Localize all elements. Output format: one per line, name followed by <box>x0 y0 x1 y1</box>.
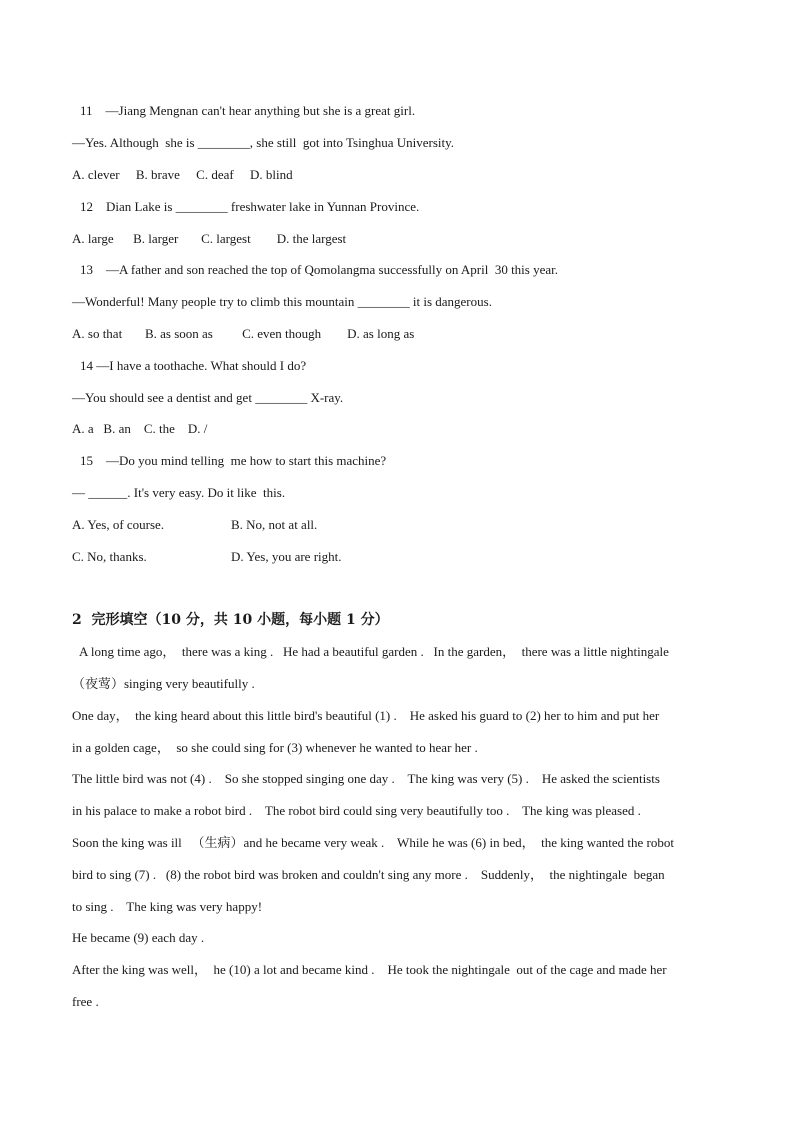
question-15-option-b: B. No, not at all. <box>231 517 318 532</box>
passage-line: The little bird was not (4) . So she stopped singing one day . The king was very (5) . He asked the scientists <box>72 771 660 786</box>
question-12-options: A. large B. larger C. largest D. the largest <box>72 231 347 246</box>
question-13-reply: —Wonderful! Many people try to climb this mountain ________ it is dangerous. <box>72 294 492 309</box>
passage-line: in his palace to make a robot bird . The robot bird could sing very beautifully too . The king was pleased . <box>72 803 641 818</box>
question-15-option-c: C. No, thanks. <box>72 549 147 564</box>
question-15-option-a: A. Yes, of course. <box>72 517 165 532</box>
passage-line: bird to sing (7) . (8) the robot bird was broken and couldn't sing any more . Suddenly， the nightingale began <box>72 867 665 882</box>
question-13-options: A. so that B. as soon as C. even though D. as long as <box>72 326 415 341</box>
question-15-stem: 15 —Do you mind telling me how to start this machine? <box>80 453 387 468</box>
question-15-option-d: D. Yes, you are right. <box>231 549 342 564</box>
passage-line: free . <box>72 994 99 1009</box>
question-11-stem: 11 —Jiang Mengnan can't hear anything but she is a great girl. <box>80 103 416 118</box>
section-heading: 2 完形填空（10 分，共 10 小题，每小题 1 分） <box>72 612 389 628</box>
question-11-reply: —Yes. Although she is ________, she still got into Tsinghua University. <box>72 135 455 150</box>
question-13-stem: 13 —A father and son reached the top of Qomolangma successfully on April 30 this year. <box>80 262 559 277</box>
passage-line: After the king was well， he (10) a lot and became kind . He took the nightingale out of the cage and made her <box>72 962 667 977</box>
question-11-options: A. clever B. brave C. deaf D. blind <box>72 167 293 182</box>
passage-line: He became (9) each day . <box>72 930 205 945</box>
passage-line: in a golden cage， so she could sing for (3) whenever he wanted to hear her . <box>72 740 478 755</box>
question-14-options: A. a B. an C. the D. / <box>72 421 208 436</box>
passage-line: （夜莺）singing very beautifully . <box>72 676 255 691</box>
question-14-stem: 14 —I have a toothache. What should I do? <box>80 358 307 373</box>
question-14-reply: —You should see a dentist and get ________ X-ray. <box>72 390 344 405</box>
question-15-reply: — ______. It's very easy. Do it like this. <box>72 485 286 500</box>
question-12-stem: 12 Dian Lake is ________ freshwater lake in Yunnan Province. <box>80 199 420 214</box>
passage-line: Soon the king was ill （生病）and he became very weak . While he was (6) in bed， the king wanted the robot <box>72 835 674 850</box>
passage-line: A long time ago， there was a king . He had a beautiful garden . In the garden， there was a little nightingale <box>79 644 669 659</box>
passage-line: One day， the king heard about this little bird's beautiful (1) . He asked his guard to (2) her to him and put her <box>72 708 660 723</box>
passage-line: to sing . The king was very happy! <box>72 899 263 914</box>
